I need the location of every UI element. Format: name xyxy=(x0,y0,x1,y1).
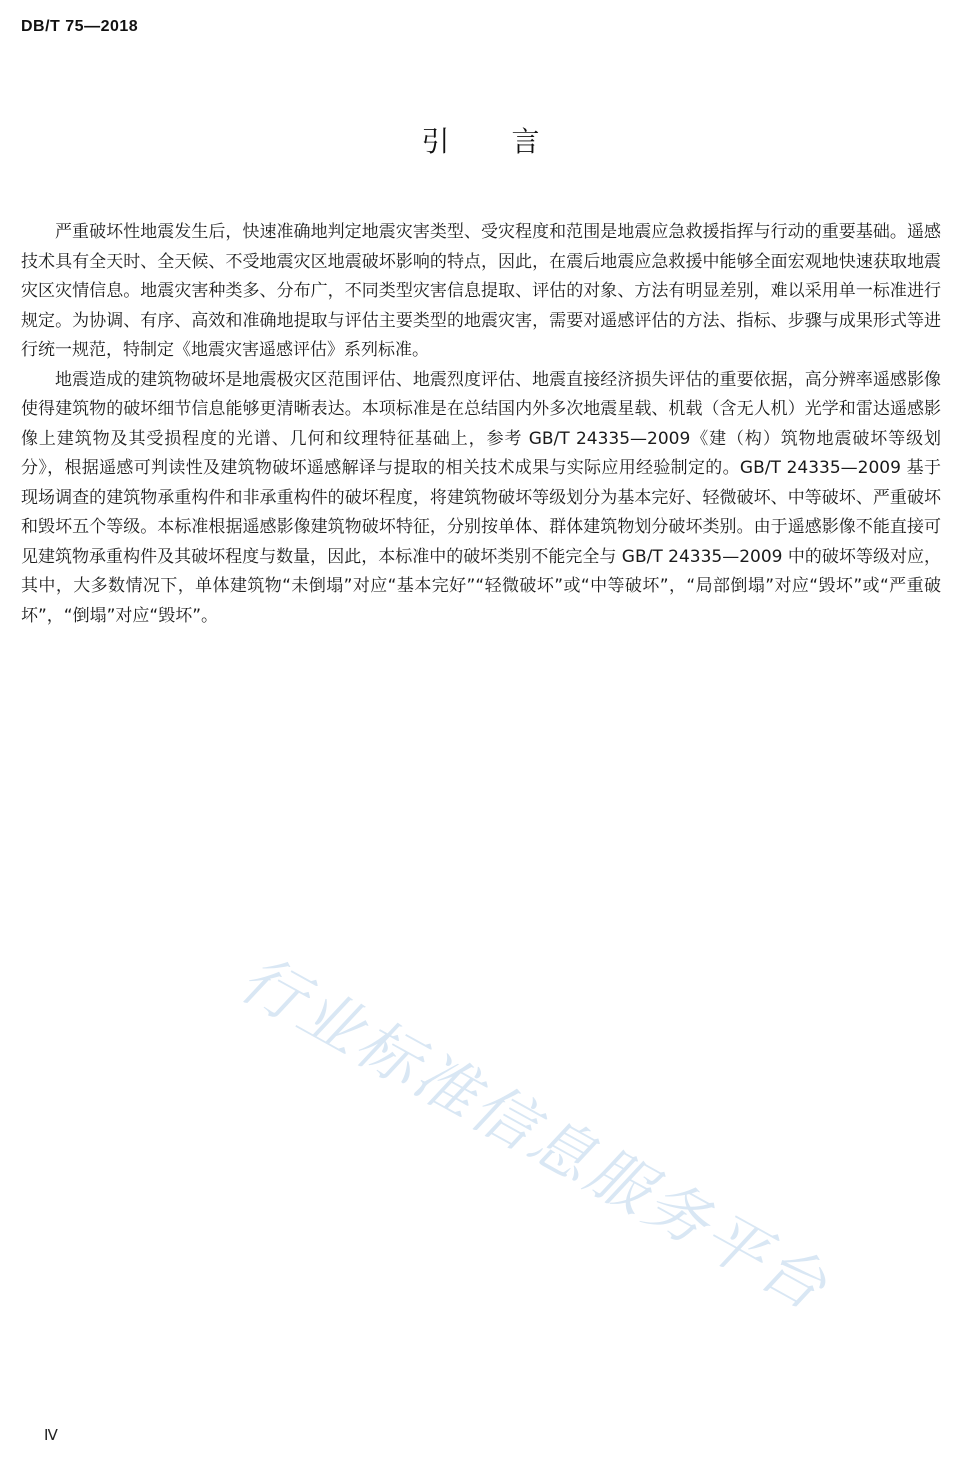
section-title: 引言 xyxy=(421,125,602,158)
paragraph-1: 严重破坏性地震发生后，快速准确地判定地震灾害类型、受灾程度和范围是地震应急救援指挥与行动的重要基础。遥感技术具有全天时、全天候、不受地震灾区地震破坏影响的特点，因此，在震后地震应急救援中能够全面宏观地快速获取地震灾区灾情信息。地震灾害种类多、分布广，不同类型灾害信息提取、评估的对象、方法有明显差别，难以采用单一标准进行规定。为协调、有序、高效和准确地提取与评估主要类型的地震灾害，需要对遥感评估的方法、指标、步骤与成果形式等进行统一规范，特制定《地震灾害遥感评估》系列标准。 xyxy=(21,222,941,360)
standard-code-header: DB/T 75—2018 xyxy=(21,18,139,35)
page-number: Ⅳ xyxy=(44,1428,58,1444)
watermark-text: 行业标准信息服务平台 xyxy=(228,941,841,1326)
body-text xyxy=(21,218,941,631)
paragraph-2: 地震造成的建筑物破坏是地震极灾区范围评估、地震烈度评估、地震直接经济损失评估的重要依据，高分辨率遥感影像使得建筑物的破坏细节信息能够更清晰表达。本项标准是在总结国内外多次地震星载、机载（含无人机）光学和雷达遥感影像上建筑物及其受损程度的光谱、几何和纹理特征基础上，参考 GB/T 24335—2009《建（构）筑物地震破坏等级划分》，根据遥感可判读性及建筑物破坏遥感解译与提取的相关技术成果与实际应用经验制定的。GB/T 24335—2009 基于现场调查的建筑物承重构件和非承重构件的破坏程度，将建筑物破坏等级划分为基本完好、轻微破坏、中等破坏、严重破坏和毁坏五个等级。本标准根据遥感影像建筑物破坏特征，分别按单体、群体建筑物划分破坏类别。由于遥感影像不能直接可见建筑物承重构件及其破坏程度与数量，因此，本标准中的破坏类别不能完全与 GB/T 24335—2009 中的破坏等级对应，其中，大多数情况下，单体建筑物“未倒塌”对应“基本完好”“轻微破坏”或“中等破坏”，“局部倒塌”对应“毁坏”或“严重破坏”，“倒塌”对应“毁坏”。 xyxy=(21,369,941,626)
